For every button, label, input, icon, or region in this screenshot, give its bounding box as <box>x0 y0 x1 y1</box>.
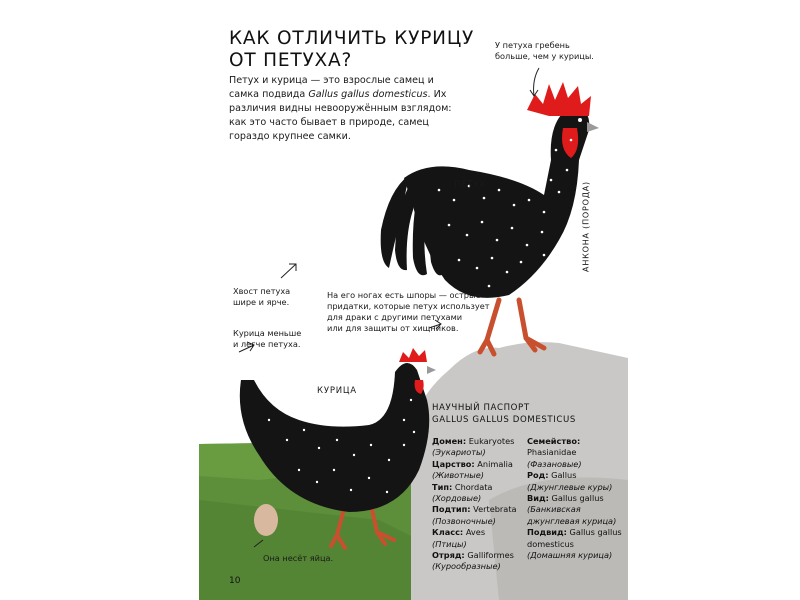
taxon-subspecies: Подвид: Gallus gallus domesticus (Домашняя курица) <box>527 527 622 561</box>
page-number: 10 <box>229 576 241 586</box>
taxon-species: Вид: Gallus gallus (Банкивская джунглевая курица) <box>527 493 617 526</box>
taxon-order: Отряд: Galliformes (Курообразные) <box>432 550 514 572</box>
scientific-passport <box>432 402 622 573</box>
rooster-label: ПЕТУХ <box>454 180 486 190</box>
taxon-class: Класс: Aves (Птицы) <box>432 527 486 549</box>
egg-note: Она несёт яйца. <box>263 553 334 563</box>
rooster-comb <box>527 82 591 116</box>
egg <box>254 504 278 536</box>
intro-paragraph <box>229 74 454 144</box>
hen-label: КУРИЦА <box>317 386 357 396</box>
page-title <box>229 28 474 72</box>
book-page <box>199 0 628 600</box>
intro-latin-name: Gallus gallus domesticus <box>308 89 428 100</box>
hen-eye <box>419 364 422 367</box>
taxon-genus: Род: Gallus (Джунглевые куры) <box>527 470 613 492</box>
title-line-2: ОТ ПЕТУХА? <box>229 50 353 71</box>
passport-species: GALLUS GALLUS DOMESTICUS <box>432 415 576 425</box>
taxon-subphylum: Подтип: Vertebrata (Позвоночные) <box>432 504 517 526</box>
rooster-beak <box>587 122 599 132</box>
taxon-family: Семейство: Phasianidae (Фазановые) <box>527 436 582 469</box>
intro-text-1: Петух и курица — это взрослые самец и самка подвида <box>229 75 434 100</box>
hen-size-note: Курица меньше и легче петуха. <box>233 328 302 349</box>
taxon-phylum: Тип: Chordata (Хордовые) <box>432 481 493 504</box>
taxon-kingdom: Царство: Animalia (Животные) <box>432 458 513 481</box>
passport-left-column <box>432 436 527 573</box>
tail-note: Хвост петуха шире и ярче. <box>233 286 291 307</box>
rooster-eye <box>578 118 582 122</box>
comb-note: У петуха гребень больше, чем у курицы. <box>495 40 594 61</box>
title-line-1: КАК ОТЛИЧИТЬ КУРИЦУ <box>229 28 475 49</box>
spurs-note: На его ногах есть шпоры — острые придатки, которые петух использует для драки с другими петухами или для защиты от хищников. <box>327 290 490 333</box>
intro-text-2: . Их различия видны невооружённым взглядом: как это часто бывает в природе, самец гораздо крупнее самки. <box>229 89 452 142</box>
hen-comb <box>399 348 427 362</box>
passport-heading: НАУЧНЫЙ ПАСПОРТ <box>432 403 530 413</box>
passport-right-column <box>527 436 622 573</box>
hen-beak <box>427 366 436 374</box>
taxon-domain: Домен: Eukaryotes (Эукариоты) <box>432 436 515 458</box>
breed-label: АНКОНА (ПОРОДА) <box>581 181 591 272</box>
